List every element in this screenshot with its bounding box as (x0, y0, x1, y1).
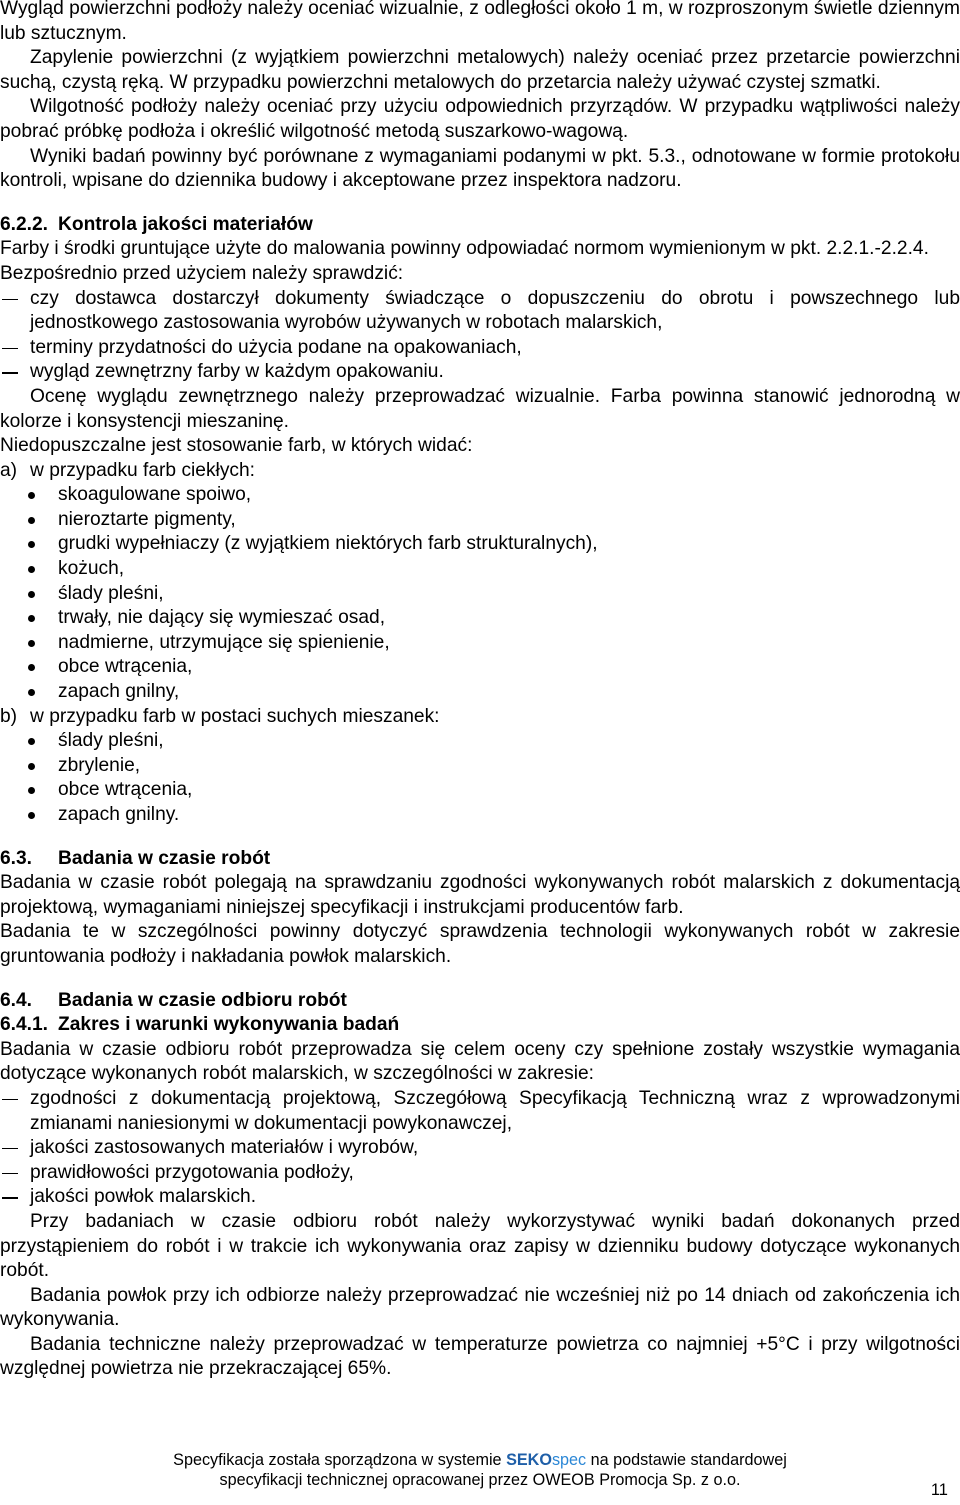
footer-line-1 (0, 1450, 960, 1470)
list-item: ślady pleśni, (0, 729, 960, 754)
list-item: jakości zastosowanych materiałów i wyrobów, (0, 1136, 960, 1161)
acceptance-paragraph-3: Badania powłok przy ich odbiorze należy przeprowadzać nie wcześniej niż po 14 dniach od zakończenia ich wykonywania. (0, 1284, 960, 1331)
list-item: trwały, nie dający się wymieszać osad, (0, 606, 960, 631)
section-number: 6.4. (0, 989, 33, 1011)
list-b-text: w przypadku farb w postaci suchych mieszanek: (30, 705, 440, 727)
list-item: prawidłowości przygotowania podłoży, (0, 1161, 960, 1186)
section-title: Zakres i warunki wykonywania badań (58, 1014, 400, 1036)
acceptance-paragraph-1: Badania w czasie odbioru robót przeprowadza się celem oceny czy spełnione zostały wszystkie wymagania dotyczące wykonanych robót malarskich, w szczególności w zakresie: (0, 1038, 960, 1085)
section-title: Badania w czasie robót (58, 847, 271, 869)
section-title: Badania w czasie odbioru robót (58, 989, 347, 1011)
list-item: zbrylenie, (0, 754, 960, 779)
list-item: terminy przydatności do użycia podane na opakowaniach, (0, 336, 960, 361)
section-6-2-2-heading (0, 213, 960, 238)
acceptance-list (0, 1087, 960, 1210)
footer-pre-text: Specyfikacja została sporządzona w systemie (173, 1451, 502, 1469)
list-item: obce wtrącenia, (0, 778, 960, 803)
list-item: wygląd zewnętrzny farby w każdym opakowaniu. (0, 360, 960, 385)
materials-paragraph-3: Ocenę wyglądu zewnętrznego należy przeprowadzać wizualnie. Farba powinna stanowić jednorodną w kolorze i konsystencji mieszaninę. (0, 385, 960, 432)
materials-paragraph-1: Farby i środki gruntujące użyte do malowania powinny odpowiadać normom wymienionym w pkt. 2.2.1.-2.2.4. (0, 238, 929, 260)
list-b-heading (0, 705, 960, 730)
section-number: 6.2.2. (0, 213, 49, 235)
list-b-label: b) (0, 705, 18, 727)
list-a-heading (0, 459, 960, 484)
list-item: zapach gnilny, (0, 680, 960, 705)
list-item: kożuch, (0, 557, 960, 582)
acceptance-paragraph-4: Badania techniczne należy przeprowadzać w temperaturze powietrza co najmniej +5°C i przy wilgotności względnej powietrza nie przekraczającej 65%. (0, 1333, 960, 1380)
list-a-text: w przypadku farb ciekłych: (30, 459, 256, 481)
intro-paragraph-4: Wyniki badań powinny być porównane z wymaganiami podanymi w pkt. 5.3., odnotowane w formie protokołu kontroli, wpisane do dziennika budowy i akceptowane przez inspektora nadzoru. (0, 145, 960, 192)
list-item: skoagulowane spoiwo, (0, 483, 960, 508)
section-6-4-1-heading (0, 1013, 960, 1038)
materials-paragraph-2: Bezpośrednio przed użyciem należy sprawdzić: (0, 262, 404, 284)
list-item: nieroztarte pigmenty, (0, 508, 960, 533)
works-paragraph-1: Badania w czasie robót polegają na sprawdzaniu zgodności wykonywanych robót malarskich z dokumentacją projektową, wymaganiami niniejszej specyfikacji i instrukcjami producentów farb. (0, 872, 960, 918)
list-a-label: a) (0, 459, 18, 481)
section-6-3-heading (0, 847, 960, 872)
list-item: jakości powłok malarskich. (0, 1185, 960, 1210)
section-number: 6.3. (0, 847, 33, 869)
list-item: czy dostawca dostarczył dokumenty świadczące o dopuszczeniu do obrotu i powszechnego lub jednostkowego zastosowania wyrobów używanych w robotach malarskich, (0, 287, 960, 336)
intro-paragraph-1: Wygląd powierzchni podłoży należy oceniać wizualnie, z odległości około 1 m, w rozproszonym świetle dziennym lub sztucznym. (0, 0, 960, 44)
list-item: zapach gnilny. (0, 803, 960, 828)
materials-paragraph-4: Niedopuszczalne jest stosowanie farb, w których widać: (0, 435, 473, 457)
section-6-4-heading (0, 989, 960, 1014)
bullet-list-b (0, 729, 960, 827)
intro-paragraph-3: Wilgotność podłoży należy oceniać przy użyciu odpowiednich przyrządów. W przypadku wątpliwości należy pobrać próbkę podłoża i określić wilgotność metodą suszarkowo-wagową. (0, 96, 960, 142)
list-item: obce wtrącenia, (0, 655, 960, 680)
page-footer (0, 1450, 960, 1490)
works-paragraph-2: Badania te w szczególności powinny dotyczyć sprawdzenia technologii wykonywanych robót w zakresie gruntowania podłoży i nakładania powłok malarskich. (0, 921, 960, 967)
list-item: ślady pleśni, (0, 582, 960, 607)
page-number: 11 (930, 1481, 948, 1499)
section-number: 6.4.1. (0, 1014, 49, 1036)
sekospec-logo (506, 1451, 586, 1469)
logo-part-spec: spec (551, 1451, 587, 1469)
logo-part-seko: SEKO (506, 1451, 552, 1469)
footer-post-text: na podstawie standardowej (590, 1451, 787, 1469)
intro-paragraph-2: Zapylenie powierzchni (z wyjątkiem powierzchni metalowych) należy oceniać przez przetarcie powierzchni suchą, czystą ręką. W przypadku powierzchni metalowych do przetarcia należy używać czystej szmatki. (0, 47, 960, 93)
list-item: nadmierne, utrzymujące się spienienie, (0, 631, 960, 656)
check-list (0, 287, 960, 385)
section-title: Kontrola jakości materiałów (58, 213, 313, 235)
list-item: zgodności z dokumentacją projektową, Szczegółową Specyfikacją Techniczną wraz z wprowadzonymi zmianami naniesionymi w dokumentacji powykonawczej, (0, 1087, 960, 1136)
footer-line-2: specyfikacji technicznej opracowanej przez OWEOB Promocja Sp. z o.o. (219, 1471, 741, 1489)
acceptance-paragraph-2: Przy badaniach w czasie odbioru robót należy wykorzystywać wyniki badań dokonanych przed przystąpieniem do robót i w trakcie ich wykonywania oraz zapisy w dzienniku budowy dotyczące wykonanych robót. (0, 1210, 960, 1282)
bullet-list-a (0, 483, 960, 704)
list-item: grudki wypełniaczy (z wyjątkiem niektórych farb strukturalnych), (0, 532, 960, 557)
